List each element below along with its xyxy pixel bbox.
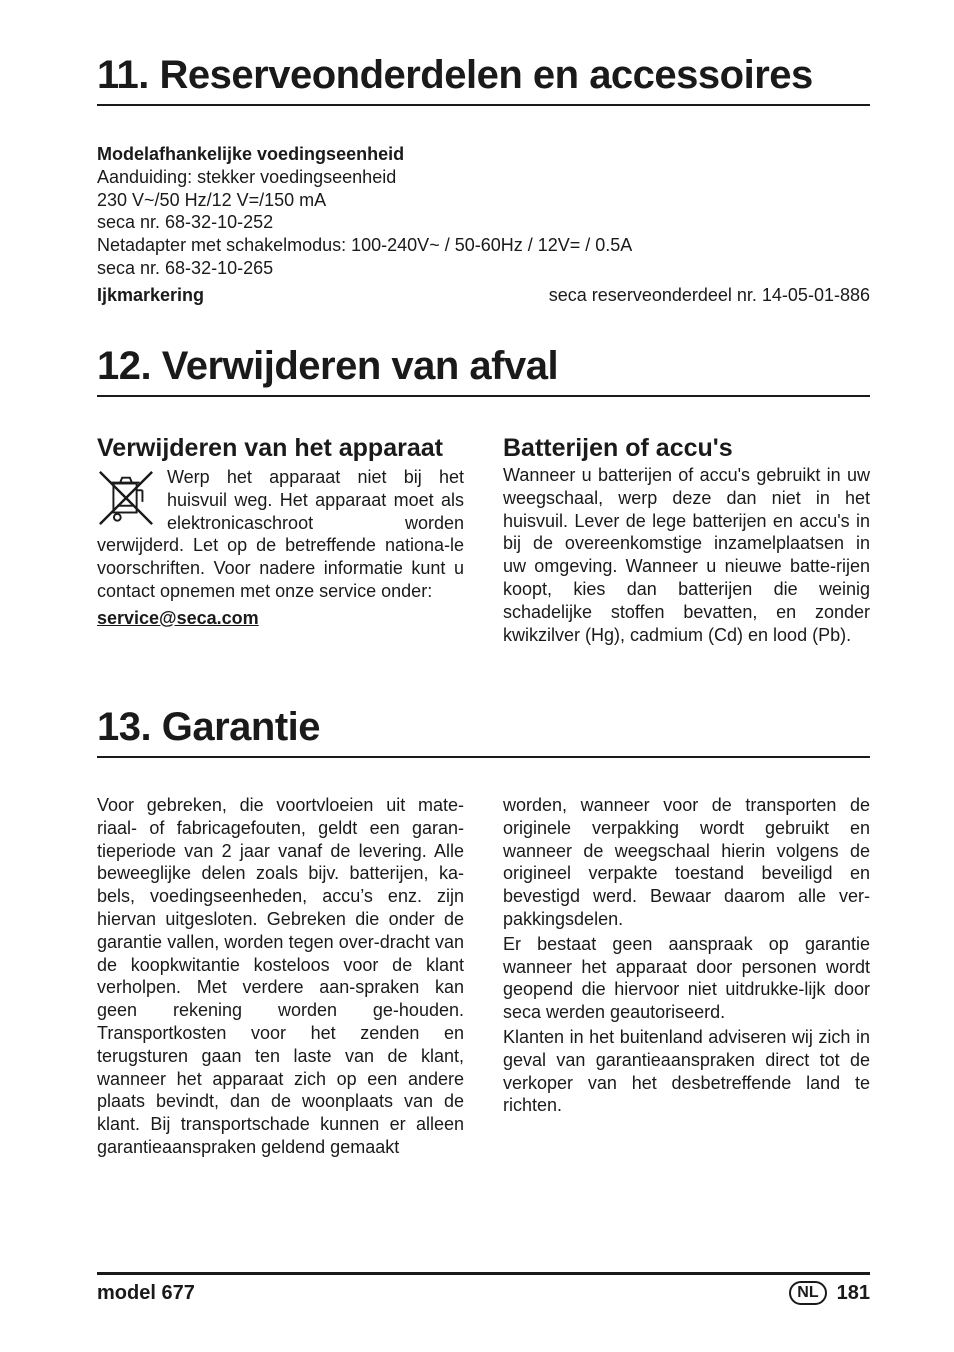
warranty-paragraph: Klanten in het buitenland adviseren wij zich in geval van garantieaanspraken direct tot de verkoper van het desbetreffende land te richten.: [503, 1026, 870, 1116]
crossed-out-wheelie-bin-icon: [97, 469, 155, 527]
spec-line-5: seca nr. 68-32-10-265: [97, 257, 274, 278]
spec-line-4: Netadapter met schakelmodus: 100-240V~ / 50-60Hz / 12V= / 0.5A: [97, 235, 633, 256]
disposal-device-text: Werp het apparaat niet bij het huisvuil weg. Het apparaat moet als elektronicaschroot worden verwijderd. Let op de betreffende nationa-le voorschriften. Voor nadere informatie kunt u contact opnemen met onze service onder:: [97, 467, 464, 601]
footer-right: [789, 1281, 870, 1305]
calibration-label: Ijkmarkering: [97, 284, 205, 305]
batteries-body: Wanneer u batterijen of accu's gebruikt in uw weegschaal, werp deze dan niet in het huisvuil. Lever de lege batterijen en accu's in bij de overeenkomstige inzamelplaatsen in uw omgeving. Wanneer u nieuwe batte-rijen koopt, kies dan batterijen die weinig schadelijke stoffen bevatten, en zonder kwikzilver (Hg), cadmium (Cd) en lood (Pb).: [503, 465, 870, 645]
warranty-text-right: [503, 794, 870, 1117]
power-supply-heading: Modelafhankelijke voedingseenheid: [97, 144, 405, 164]
spec-line-1: Aanduiding: stekker voedingseenheid: [97, 166, 397, 187]
warranty-text-left: Voor gebreken, die voortvloeien uit mate-riaal- of fabricagefouten, geldt een garan-tieperiode van 2 jaar vanaf de levering. Alle beweeglijke delen zoals bijv. batterijen, ka-bels, voedingseenheden, accu’s enz. zijn hiervan uitgesloten. Gebreken die onder de garantie vallen, worden tegen over-dracht van de koopkwitantie kosteloos voor de klant verholpen. Met verdere aan-spraken kan geen rekening worden ge-houden. Transportkosten voor het zenden en terugsturen gaan ten laste van de klant, wanneer het apparaat zich op een andere plaats bevindt, dan de woonplaats van de klant. Bij transportschade kunnen er alleen garantieaanspraken geldend gemaakt: [97, 795, 464, 1157]
section-12-rule: [97, 395, 870, 397]
disposal-device-body: [97, 466, 464, 603]
spec-line-3: seca nr. 68-32-10-252: [97, 212, 274, 233]
batteries-column: [503, 432, 870, 646]
calibration-part-number: seca reserveonderdeel nr. 14-05-01-886: [548, 284, 870, 305]
page-footer: [97, 1281, 870, 1305]
disposal-device-column: [97, 432, 464, 630]
section-13-title: 13. Garantie: [97, 705, 321, 749]
section-11-rule: [97, 104, 870, 106]
section-11-title: 11. Reserveonderdelen en accessoires: [97, 53, 813, 97]
section-12-title: 12. Verwijderen van afval: [97, 344, 559, 388]
section-11-body: [97, 143, 870, 307]
page-number: 181: [836, 1281, 870, 1304]
service-email-link[interactable]: service@seca.com: [97, 607, 259, 628]
footer-rule: [97, 1272, 870, 1275]
calibration-row: [97, 284, 870, 307]
batteries-heading: Batterijen of accu's: [503, 434, 733, 462]
section-13-rule: [97, 756, 870, 758]
warranty-paragraph: Er bestaat geen aanspraak op garantie wanneer het apparaat door personen wordt geopend die hiervoor niet uitdrukke-lijk door seca werden geautoriseerd.: [503, 933, 870, 1023]
warranty-paragraph: worden, wanneer voor de transporten de originele verpakking wordt gebruikt en wanneer de weegschaal hierin volgens de origineel verpakte toestand beveiligd en bevestigd werd. Bewaar daarom alle ver-pakkingsdelen.: [503, 795, 870, 929]
language-badge: NL: [789, 1281, 826, 1305]
disposal-device-heading: Verwijderen van het apparaat: [97, 434, 443, 462]
model-label: model 677: [97, 1281, 195, 1304]
spec-line-2: 230 V~/50 Hz/12 V=/150 mA: [97, 189, 327, 210]
